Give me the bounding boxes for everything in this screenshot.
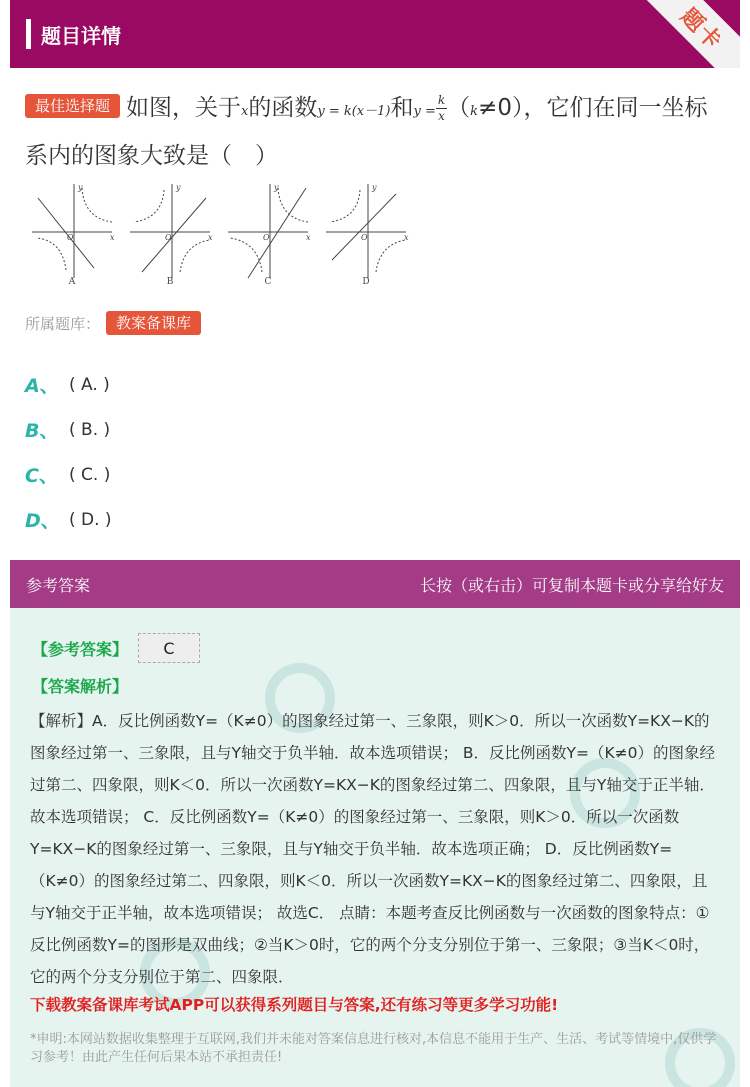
header-accent-bar	[26, 19, 31, 49]
graph-a-curve-1	[82, 188, 112, 222]
graph-d-caption: D	[362, 277, 370, 286]
option-d-text: ( D. )	[69, 509, 112, 530]
math-linear-function: y = k(x－1)	[317, 104, 391, 119]
graph-a-y-label: y	[78, 183, 83, 192]
graph-d-curve-2	[376, 240, 406, 272]
page-title: 题目详情	[41, 23, 121, 48]
option-b-letter: B、	[25, 420, 59, 442]
header-bar	[10, 0, 740, 68]
graph-a-curve-2	[36, 238, 66, 270]
graph-a-caption: A	[68, 277, 76, 286]
graph-c-caption: C	[264, 277, 272, 286]
corner-ribbon	[636, 0, 740, 68]
graph-b-curve-1	[134, 190, 164, 222]
math-var-k: k	[470, 104, 479, 119]
answer-panel	[10, 608, 740, 1087]
graph-c	[228, 184, 308, 278]
share-hint[interactable]: 长按（或右击）可复制本题卡或分享给好友	[419, 575, 724, 595]
math-var-x: x	[241, 104, 249, 119]
fraction-numerator: k	[437, 93, 446, 107]
option-b-text: ( B. )	[69, 419, 111, 440]
reference-answer-value: C	[138, 633, 200, 663]
math-fraction	[436, 93, 447, 124]
graph-c-x-label: x	[306, 233, 311, 242]
analysis-text: 【解析】A．反比例函数Y=（K≠0）的图象经过第一、三象限，则K＞0．所以一次函数Y=KX−K的图象经过第一、三象限，且与Y轴交于负半轴．故本选项错误； B．反比例函数Y=（K≠0）的图象经过第二、四象限，则K＜0．所以一次函数Y=KX−K的图象经过第二、四象限，且与Y轴交于正半轴．故本选项错误； C．反比例函数Y=（K≠0）的图象经过第一、三象限，则K＞0．所以一次函数Y=KX−K的图象经过第一、三象限，且与Y轴交于负半轴．故本选项正确； D．反比例函数Y=（K≠0）的图象经过第二、四象限，则K＜0．所以一次函数Y=KX−K的图象经过第二、四象限，且与Y轴交于正半轴，故本选项错误； 故选C． 点睛：本题考查反比例函数与一次函数的图象特点：①反比例函数Y=的图形是双曲线；②当K＞0时，它的两个分支分别位于第一、三象限；③当K＜0时，它的两个分支分别位于第二、四象限．	[30, 712, 715, 986]
question-bank-label: 所属题库：	[25, 314, 101, 333]
question-text-2: 的函数	[248, 95, 318, 121]
graph-d-curve-1	[330, 190, 360, 222]
question-bank-link[interactable]: 教案备课库	[106, 311, 201, 335]
graph-b-y-label: y	[176, 183, 181, 192]
graph-c-curve-1	[278, 188, 308, 222]
graph-c-curve-2	[230, 238, 262, 272]
graph-d-x-label: x	[404, 233, 409, 242]
analysis-label: 【答案解析】	[32, 677, 129, 696]
question-text-3: 和	[390, 95, 414, 121]
graph-c-y-label: y	[274, 183, 279, 192]
graph-b-origin-label: O	[165, 233, 172, 242]
graph-a	[32, 184, 112, 278]
graph-b	[130, 184, 210, 278]
graph-b-caption: B	[166, 277, 174, 286]
corner-ribbon-label: 题卡	[675, 3, 728, 56]
graph-c-line	[248, 188, 306, 278]
option-a-letter: A、	[25, 375, 59, 397]
answer-header-title: 参考答案	[26, 575, 91, 595]
reference-answer-label: 【参考答案】	[32, 639, 129, 659]
option-d[interactable]	[25, 497, 112, 542]
graph-d-y-label: y	[372, 183, 377, 192]
question-stem	[25, 86, 725, 178]
graph-d-origin-label: O	[361, 233, 368, 242]
option-b[interactable]	[25, 407, 112, 452]
fraction-denominator: x	[438, 109, 445, 123]
answer-options	[25, 362, 112, 542]
graph-b-line	[142, 198, 206, 272]
graph-a-origin-label: O	[67, 233, 74, 242]
app-download-promo[interactable]: 下载教案备课库考试APP可以获得系列题目与答案,还有练习等更多学习功能!	[30, 996, 559, 1014]
answer-header	[10, 560, 740, 608]
graph-c-origin-label: O	[263, 233, 270, 242]
graph-d-line	[332, 194, 396, 260]
graph-b-curve-2	[180, 240, 210, 272]
function-graphs-figure	[30, 182, 420, 286]
option-c-text: ( C. )	[69, 464, 111, 485]
option-c[interactable]	[25, 452, 112, 497]
option-c-letter: C、	[25, 465, 58, 487]
option-a[interactable]	[25, 362, 112, 407]
question-text-1: 如图，关于	[126, 95, 242, 121]
question-text-4: （	[447, 95, 471, 121]
question-text-5: ≠0），它们在同一坐标系内的图象大致是（ ）	[25, 95, 708, 169]
math-inverse-function-lhs: y =	[413, 104, 436, 119]
graph-d	[326, 184, 406, 278]
option-a-text: ( A. )	[69, 374, 110, 395]
option-d-letter: D、	[25, 510, 60, 532]
disclaimer-text: *申明:本网站数据收集整理于互联网,我们并未能对答案信息进行核对,本信息不能用于生产、生活、考试等情境中,仅供学习参考！由此产生任何后果本站不承担责任!	[30, 1032, 717, 1065]
question-type-tag: 最佳选择题	[25, 94, 120, 118]
graph-a-line	[38, 198, 94, 268]
graph-b-x-label: x	[208, 233, 213, 242]
question-bank-row	[25, 311, 201, 335]
graph-a-x-label: x	[110, 233, 115, 242]
reference-answer-row	[32, 633, 200, 663]
